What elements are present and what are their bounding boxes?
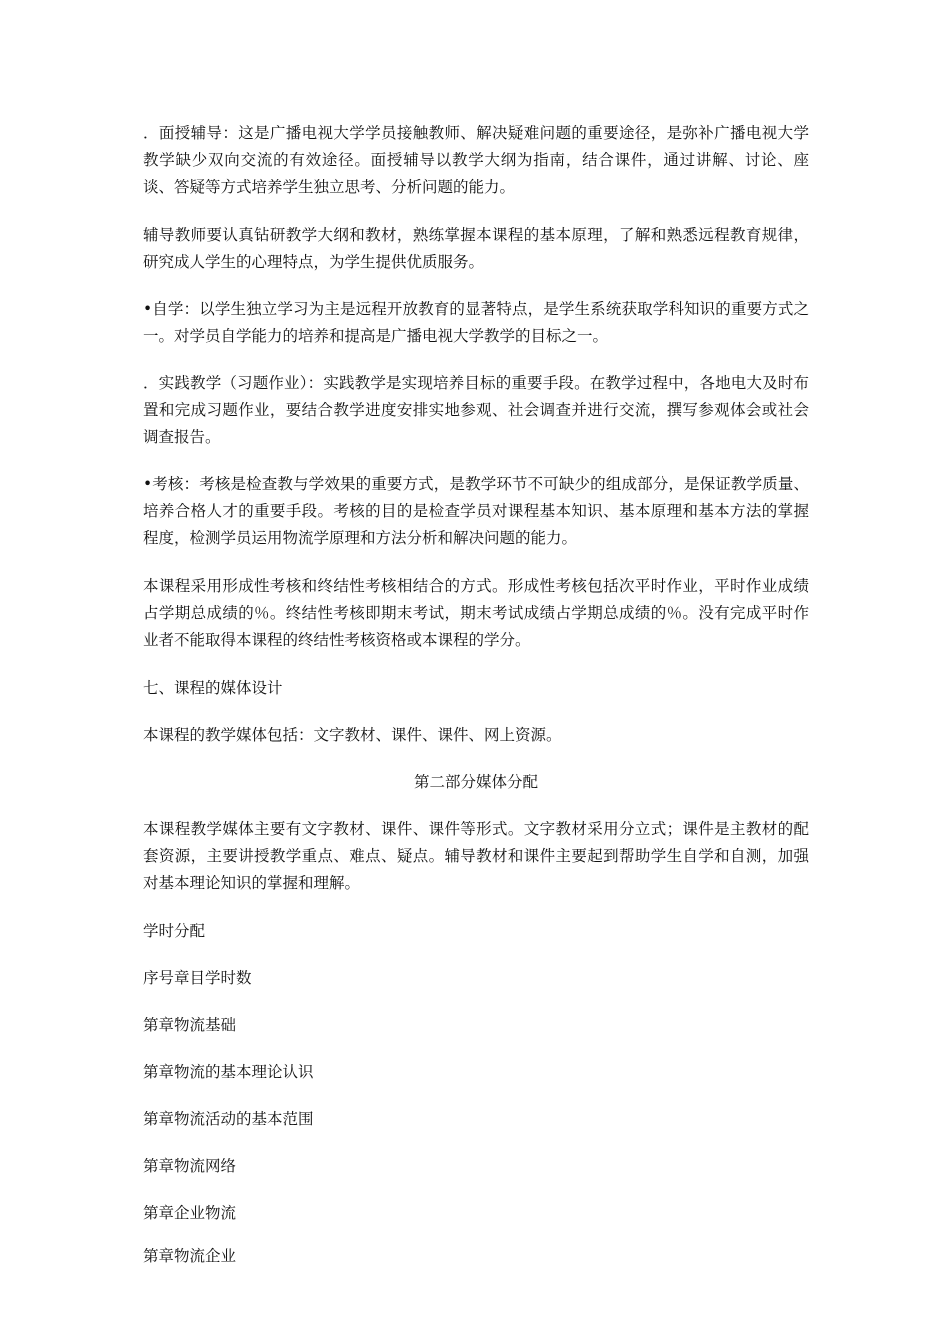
paragraph-assessment-method: 本课程采用形成性考核和终结性考核相结合的方式。形成性考核包括次平时作业，平时作业成绩占学期总成绩的％。终结性考核即期末考试，期末考试成绩占学期总成绩的％。没有完成平时作业者不能取得本课程的终结性考核资格或本课程的学分。 xyxy=(143,577,809,649)
chapter-item: 第章物流基础 xyxy=(143,1016,237,1034)
section-title-hours-allocation: 学时分配 xyxy=(143,922,206,940)
paragraph-media-list: 本课程的教学媒体包括：文字教材、课件、课件、网上资源。 xyxy=(143,726,562,744)
paragraph-face-to-face-tutoring: ．面授辅导：这是广播电视大学学员接触教师、解决疑难问题的重要途径，是弥补广播电视大学教学缺少双向交流的有效途径。面授辅导以教学大纲为指南，结合课件，通过讲解、讨论、座谈、答疑等方式培养学生独立思考、分析问题的能力。 xyxy=(143,124,809,196)
document-page xyxy=(143,120,809,1270)
part-title-media-allocation: 第二部分媒体分配 xyxy=(413,773,538,791)
paragraph-self-study: •自学：以学生独立学习为主是远程开放教育的显著特点，是学生系统获取学科知识的重要方式之一。对学员自学能力的培养和提高是广播电视大学教学的目标之一。 xyxy=(143,300,809,345)
paragraph-tutor-requirements: 辅导教师要认真钻研教学大纲和教材，熟练掌握本课程的基本原理，了解和熟悉远程教育规律，研究成人学生的心理特点，为学生提供优质服务。 xyxy=(143,226,809,271)
section-title-media-design: 七、课程的媒体设计 xyxy=(143,679,283,697)
paragraph-assessment: •考核：考核是检查教与学效果的重要方式，是教学环节不可缺少的组成部分，是保证教学质量、培养合格人才的重要手段。考核的目的是检查学员对课程基本知识、基本原理和基本方法的掌握程度，检测学员运用物流学原理和方法分析和解决问题的能力。 xyxy=(143,475,809,547)
chapter-item: 第章物流网络 xyxy=(143,1157,237,1175)
chapter-item: 第章物流活动的基本范围 xyxy=(143,1110,314,1128)
paragraph-media-forms: 本课程教学媒体主要有文字教材、课件、课件等形式。文字教材采用分立式；课件是主教材的配套资源，主要讲授教学重点、难点、疑点。辅导教材和课件主要起到帮助学生自学和自测，加强对基本理论知识的掌握和理解。 xyxy=(143,820,809,892)
chapter-list xyxy=(143,1012,809,1270)
chapter-item: 第章企业物流 xyxy=(143,1204,237,1222)
paragraph-practice-teaching: ．实践教学（习题作业）：实践教学是实现培养目标的重要手段。在教学过程中，各地电大及时布置和完成习题作业，要结合教学进度安排实地参观、社会调查并进行交流，撰写参观体会或社会调查报告。 xyxy=(143,374,809,446)
table-header-row: 序号章目学时数 xyxy=(143,969,252,987)
chapter-item: 第章物流企业 xyxy=(143,1247,237,1265)
chapter-item: 第章物流的基本理论认识 xyxy=(143,1063,314,1081)
